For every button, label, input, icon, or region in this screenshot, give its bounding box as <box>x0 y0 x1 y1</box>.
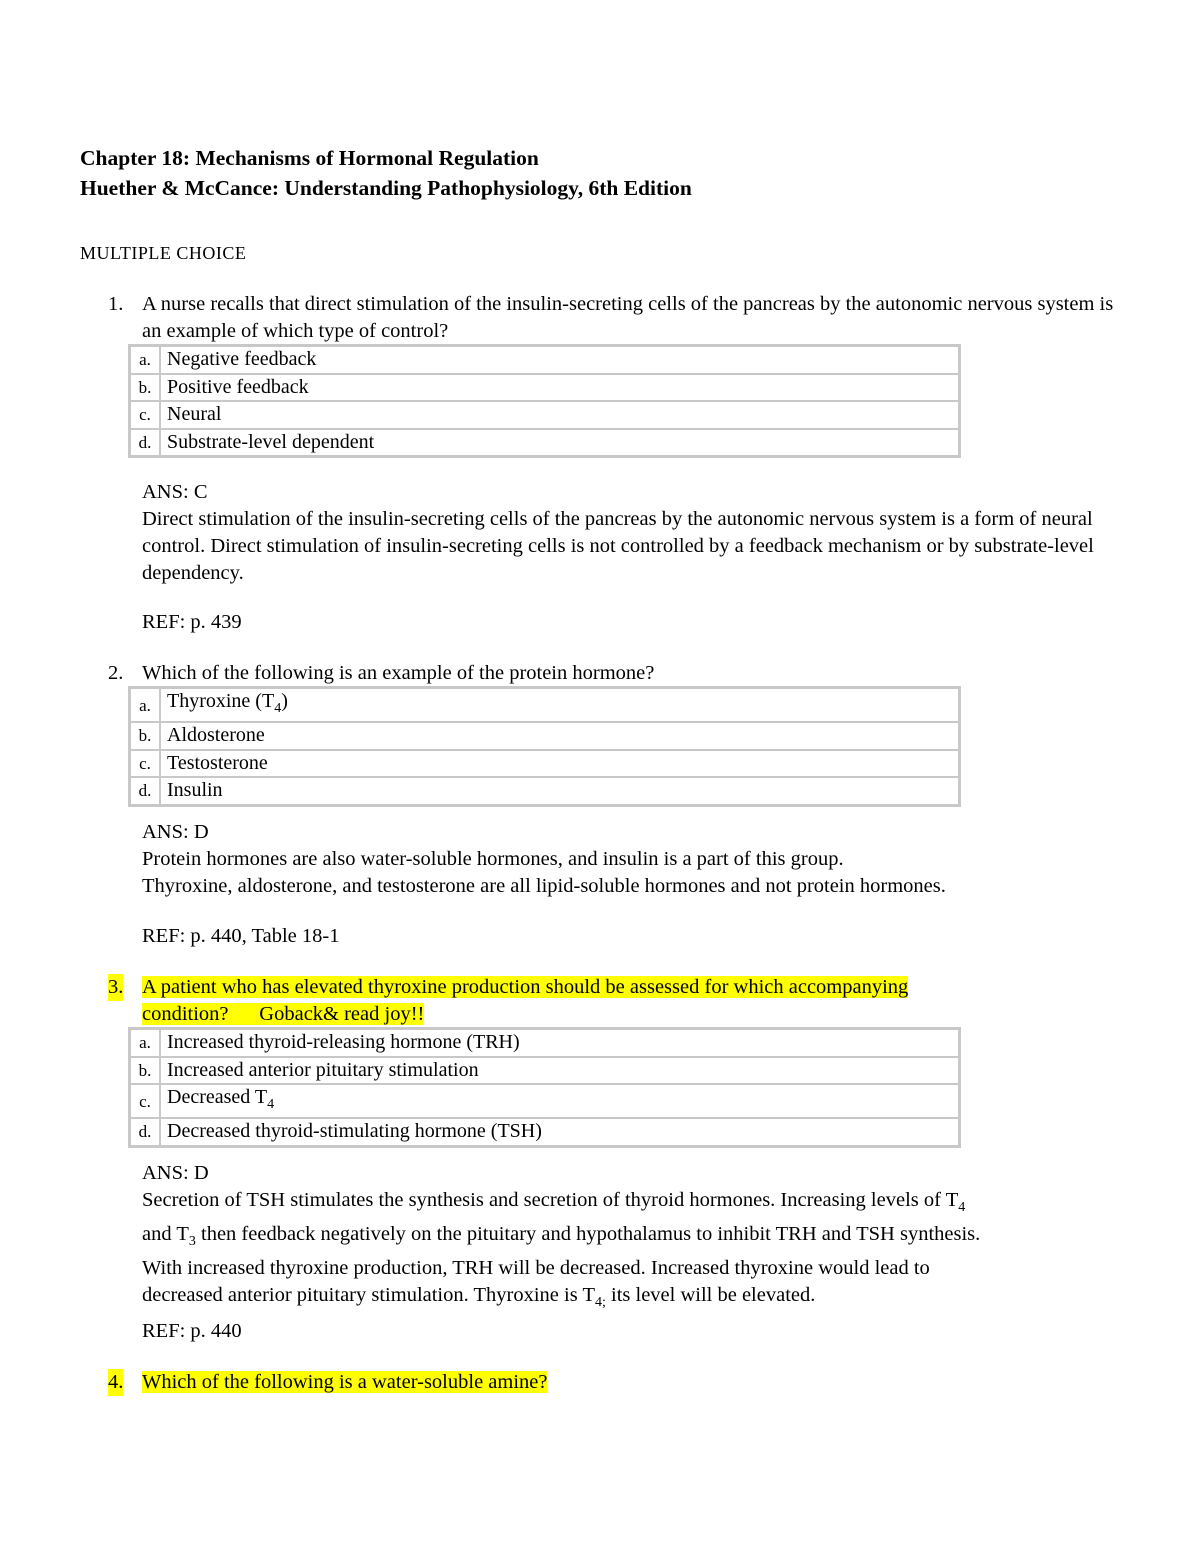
question-text: A nurse recalls that direct stimulation of the insulin-secreting cells of the pancreas by the autonomic nervous system is an example of which type of control? <box>142 293 1114 342</box>
option-row <box>130 1057 960 1085</box>
option-row <box>130 346 960 374</box>
question-text: Which of the following is a water-soluble amine? <box>142 1371 548 1393</box>
option-row <box>130 688 960 723</box>
option-letter: a. <box>130 1029 161 1057</box>
question-4 <box>108 1369 1118 1396</box>
question-number: 3. <box>108 974 123 1001</box>
answer-block-q2 <box>142 819 1142 900</box>
option-text: Testosterone <box>160 750 960 778</box>
option-text: Neural <box>160 401 960 429</box>
options-table-q1 <box>128 344 961 458</box>
answer-block-q3 <box>142 1160 1152 1316</box>
option-letter: b. <box>130 722 161 750</box>
book-title: Huether & McCance: Understanding Pathophysiology, 6th Edition <box>80 176 692 200</box>
answer-block-q1 <box>142 479 1142 587</box>
answer-explanation-line: Thyroxine, aldosterone, and testosterone are all lipid-soluble hormones and not protein hormones. <box>142 875 946 897</box>
option-text: Thyroxine $(T_4)$ <box>160 688 960 723</box>
option-text: Decreased thyroid-stimulating hormone (TSH) <box>160 1118 960 1146</box>
option-text: Increased anterior pituitary stimulation <box>160 1057 960 1085</box>
answer-key: ANS: C <box>142 481 208 503</box>
section-heading: MULTIPLE CHOICE <box>80 243 247 263</box>
option-row <box>130 429 960 457</box>
option-letter: b. <box>130 374 161 402</box>
question-number: 4. <box>108 1369 123 1396</box>
option-text: Negative feedback <box>160 346 960 374</box>
option-text: Decreased $T_4$ <box>160 1084 960 1118</box>
answer-explanation-line: and $T_3$ then feedback negatively on the pituitary and hypothalamus to inhibit TRH and TSH synthesis. <box>142 1223 981 1250</box>
question-1 <box>108 291 1118 345</box>
option-row <box>130 777 960 805</box>
option-text: Increased thyroid-releasing hormone (TRH) <box>160 1029 960 1057</box>
option-letter: c. <box>130 1084 161 1118</box>
answer-explanation-line: With increased thyroxine production, TRH will be decreased. Increased thyroxine would lead to <box>142 1257 930 1280</box>
answer-key: ANS: D <box>142 1162 209 1184</box>
option-row <box>130 401 960 429</box>
option-row <box>130 1118 960 1146</box>
option-text: Aldosterone <box>160 722 960 750</box>
option-letter: b. <box>130 1057 161 1085</box>
reference-q3: REF: p. 440 <box>142 1320 242 1342</box>
option-row <box>130 374 960 402</box>
question-2 <box>108 660 1118 687</box>
reference-q2: REF: p. 440, Table 18-1 <box>142 925 340 947</box>
option-letter: c. <box>130 401 161 429</box>
question-number: 2. <box>108 662 124 684</box>
option-text: Substrate-level dependent <box>160 429 960 457</box>
option-row <box>130 722 960 750</box>
option-text: Insulin <box>160 777 960 805</box>
answer-explanation-line: decreased anterior pituitary stimulation. Thyroxine is $T_{4;}$ its level will be elevated. <box>142 1284 816 1311</box>
option-letter: d. <box>130 1118 161 1146</box>
question-text: Which of the following is an example of the protein hormone? <box>142 662 655 684</box>
option-letter: d. <box>130 429 161 457</box>
option-letter: a. <box>130 346 161 374</box>
option-row <box>130 1084 960 1118</box>
chapter-title: Chapter 18: Mechanisms of Hormonal Regulation <box>80 146 539 170</box>
answer-explanation-line: Secretion of TSH stimulates the synthesis and secretion of thyroid hormones. Increasing levels of $T_4$ <box>142 1189 966 1216</box>
option-row <box>130 1029 960 1057</box>
question-3 <box>108 974 1118 1028</box>
question-number: 1. <box>108 293 124 315</box>
options-table-q3 <box>128 1027 961 1148</box>
question-text: A patient who has elevated thyroxine production should be assessed for which accompanying condition? Goback& read joy!! <box>142 976 909 1025</box>
options-table-q2 <box>128 686 961 807</box>
option-row <box>130 750 960 778</box>
option-text: Positive feedback <box>160 374 960 402</box>
answer-explanation-line: Protein hormones are also water-soluble hormones, and insulin is a part of this group. <box>142 848 844 870</box>
option-letter: c. <box>130 750 161 778</box>
answer-explanation: Direct stimulation of the insulin-secreting cells of the pancreas by the autonomic nervous system is a form of neural control. Direct stimulation of insulin-secreting cells is not controlled by a feedback mechanism or by substrate-level dependency. <box>142 508 1094 584</box>
option-letter: a. <box>130 688 161 723</box>
answer-key: ANS: D <box>142 821 209 843</box>
option-letter: d. <box>130 777 161 805</box>
reference-q1: REF: p. 439 <box>142 611 242 633</box>
